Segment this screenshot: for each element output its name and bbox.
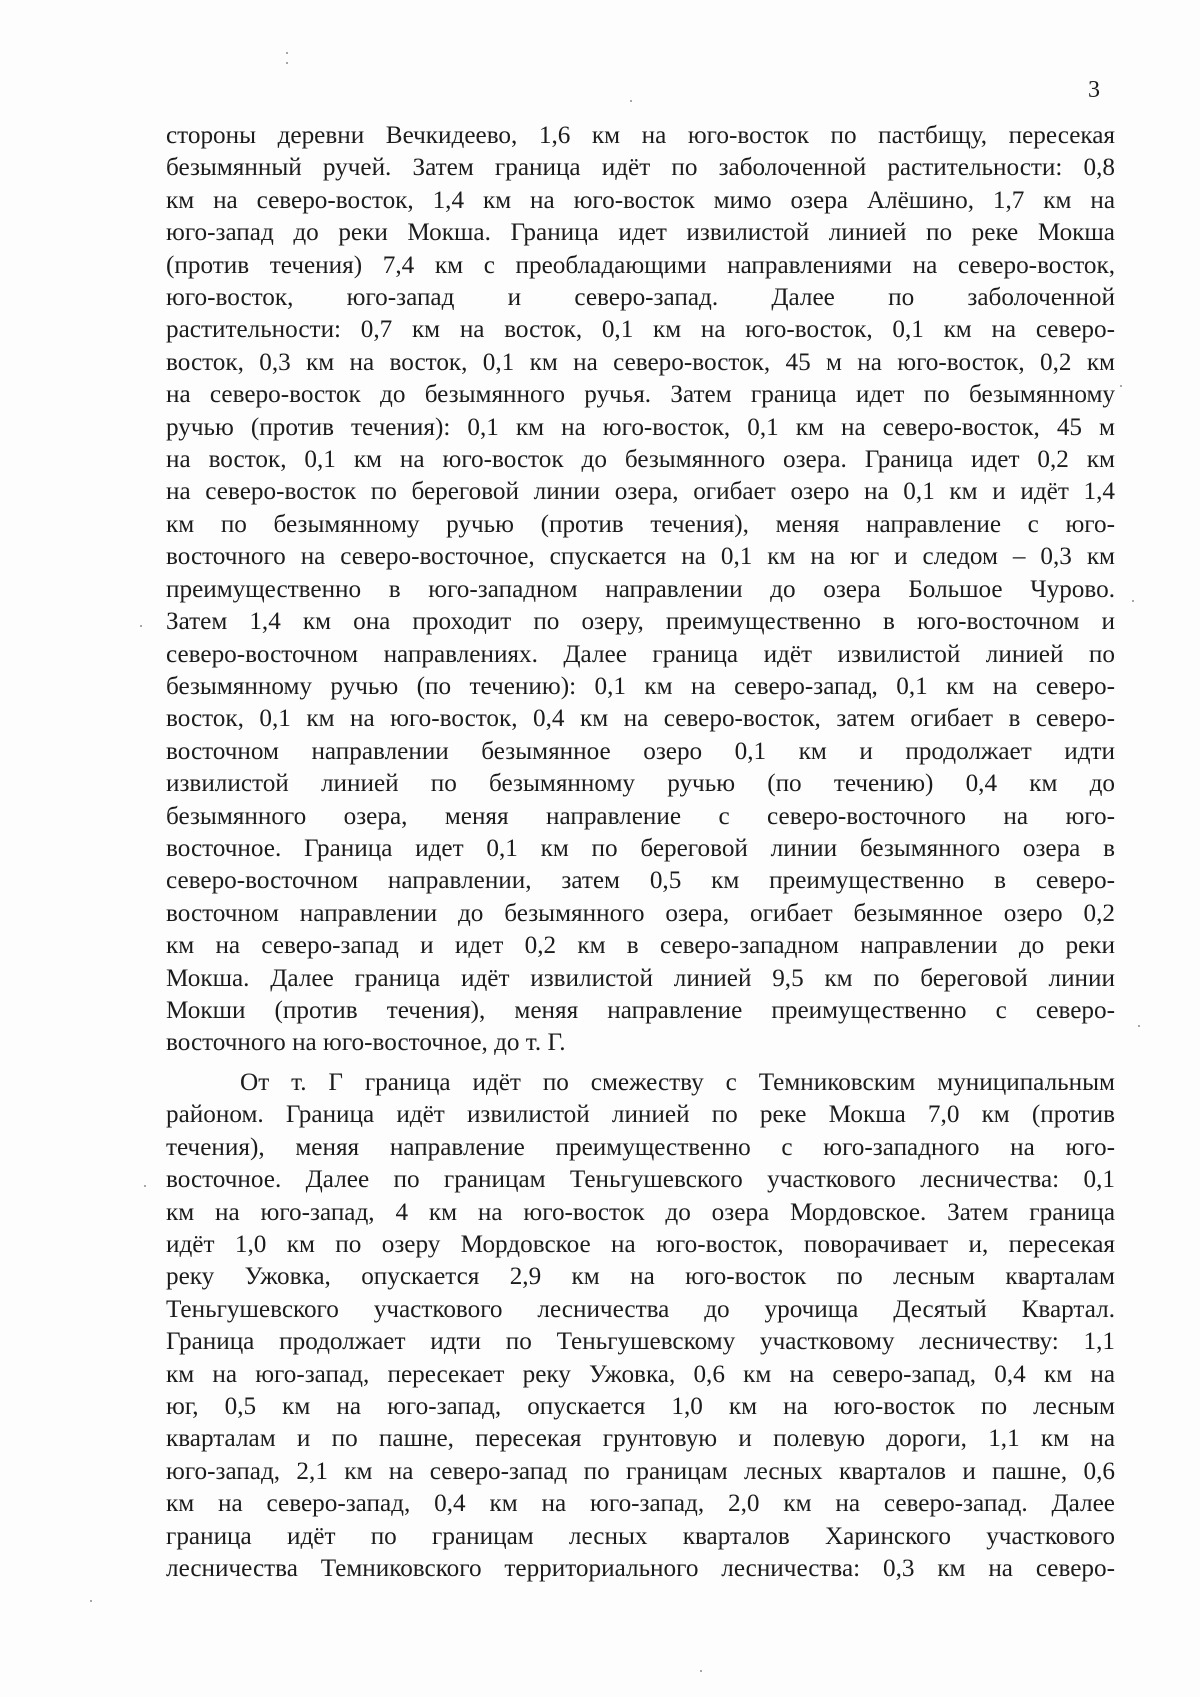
scan-speck	[1120, 385, 1122, 387]
text-line: на восток, 0,1 км на юго-восток до безымянного озера. Граница идет 0,2 км	[166, 446, 1115, 474]
text-line: кварталам и по пашне, пересекая грунтовую и полевую дороги, 1,1 км на	[166, 1425, 1115, 1453]
scan-speck	[700, 1670, 702, 1672]
text-line: Мокши (против течения), меняя направление преимущественно с северо-	[166, 996, 1115, 1024]
text-line: Затем 1,4 км она проходит по озеру, преимущественно в юго-восточном и	[166, 608, 1115, 636]
text-line: восточное. Далее по границам Теньгушевского участкового лесничества: 0,1	[166, 1166, 1115, 1194]
text-line: км на юго-запад, пересекает реку Ужовка, 0,6 км на северо-запад, 0,4 км на	[166, 1360, 1115, 1388]
text-line: восточное. Граница идет 0,1 км по береговой линии безымянного озера в	[166, 834, 1115, 862]
text-line: юго-запад, 2,1 км на северо-запад по границам лесных кварталов и пашне, 0,6	[166, 1457, 1115, 1485]
text-line: км на юго-запад, 4 км на юго-восток до озера Мордовское. Затем граница	[166, 1198, 1115, 1226]
scan-speck	[286, 52, 288, 54]
text-line: Теньгушевского участкового лесничества до урочища Десятый Квартал.	[166, 1295, 1115, 1323]
text-line: восток, 0,1 км на юго-восток, 0,4 км на северо-восток, затем огибает в северо-	[166, 705, 1115, 733]
scan-speck	[1138, 1025, 1140, 1027]
text-line: восточном направлении до безымянного озера, огибает безымянное озеро 0,2	[166, 899, 1115, 927]
paragraph-1	[166, 120, 1115, 1060]
scan-speck	[90, 1600, 92, 1602]
text-line: юг, 0,5 км на юго-запад, опускается 1,0 км на юго-восток по лесным	[166, 1393, 1115, 1421]
scan-speck	[286, 62, 288, 64]
text-line: идёт 1,0 км по озеру Мордовское на юго-восток, поворачивает и, пересекая	[166, 1231, 1115, 1259]
text-line: стороны деревни Вечкидеево, 1,6 км на юго-восток по пастбищу, пересекая	[166, 122, 1115, 149]
text-line: лесничества Темниковского территориального лесничества: 0,3 км на северо-	[166, 1555, 1115, 1583]
text-line: безымянный ручей. Затем граница идёт по заболоченной растительности: 0,8	[166, 154, 1115, 182]
text-line: восточного на юго-восточное, до т. Г.	[166, 1029, 566, 1057]
text-line: северо-восточном направлении, затем 0,5 км преимущественно в северо-	[166, 867, 1115, 895]
text-line: Граница продолжает идти по Теньгушевскому участковому лесничеству: 1,1	[166, 1328, 1115, 1356]
text-line: на северо-восток по береговой линии озера, огибает озеро на 0,1 км и идёт 1,4	[166, 478, 1115, 506]
text-line: От т. Г граница идёт по смежеству с Темниковским муниципальным	[240, 1069, 1115, 1096]
text-line: (против течения) 7,4 км с преобладающими направлениями на северо-восток,	[166, 251, 1115, 279]
text-line: безымянному ручью (по течению): 0,1 км на северо-запад, 0,1 км на северо-	[166, 672, 1115, 700]
page-number: 3	[1088, 77, 1100, 103]
text-line: восточного на северо-восточное, спускается на 0,1 км на юг и следом – 0,3 км	[166, 543, 1115, 571]
text-line: км на северо-запад и идет 0,2 км в северо-западном направлении до реки	[166, 932, 1115, 960]
text-line: течения), меняя направление преимущественно с юго-западного на юго-	[166, 1133, 1115, 1161]
text-line: восточном направлении безымянное озеро 0,1 км и продолжает идти	[166, 737, 1115, 765]
text-line: км на северо-запад, 0,4 км на юго-запад, 2,0 км на северо-запад. Далее	[166, 1490, 1115, 1518]
text-line: на северо-восток до безымянного ручья. Затем граница идет по безымянному	[166, 381, 1115, 409]
text-line: растительности: 0,7 км на восток, 0,1 км на юго-восток, 0,1 км на северо-	[166, 316, 1115, 344]
scan-speck	[144, 1185, 146, 1187]
text-line: км по безымянному ручью (против течения), меняя направление с юго-	[166, 510, 1115, 538]
text-line: районом. Граница идёт извилистой линией по реке Мокша 7,0 км (против	[166, 1101, 1115, 1129]
text-line: юго-запад до реки Мокша. Граница идет извилистой линией по реке Мокша	[166, 219, 1115, 247]
text-line: ручью (против течения): 0,1 км на юго-восток, 0,1 км на северо-восток, 45 м	[166, 413, 1115, 441]
text-line: извилистой линией по безымянному ручью (по течению) 0,4 км до	[166, 770, 1115, 798]
text-line: восток, 0,3 км на восток, 0,1 км на северо-восток, 45 м на юго-восток, 0,2 км	[166, 348, 1115, 376]
text-line: преимущественно в юго-западном направлении до озера Большое Чурово.	[166, 575, 1115, 603]
scan-speck	[630, 100, 632, 102]
scan-speck	[1132, 600, 1134, 602]
text-line: граница идёт по границам лесных кварталов Харинского участкового	[166, 1522, 1115, 1550]
text-line: реку Ужовка, опускается 2,9 км на юго-восток по лесным кварталам	[166, 1263, 1115, 1291]
text-line: северо-восточном направлениях. Далее граница идёт извилистой линией по	[166, 640, 1115, 668]
text-line: юго-восток, юго-запад и северо-запад. Далее по заболоченной	[166, 284, 1115, 312]
text-line: км на северо-восток, 1,4 км на юго-восток мимо озера Алёшино, 1,7 км на	[166, 186, 1115, 214]
text-line: безымянного озера, меняя направление с северо-восточного на юго-	[166, 802, 1115, 830]
text-line: Мокша. Далее граница идёт извилистой линией 9,5 км по береговой линии	[166, 964, 1115, 992]
paragraph-2	[166, 1067, 1115, 1586]
scan-speck	[140, 625, 142, 627]
